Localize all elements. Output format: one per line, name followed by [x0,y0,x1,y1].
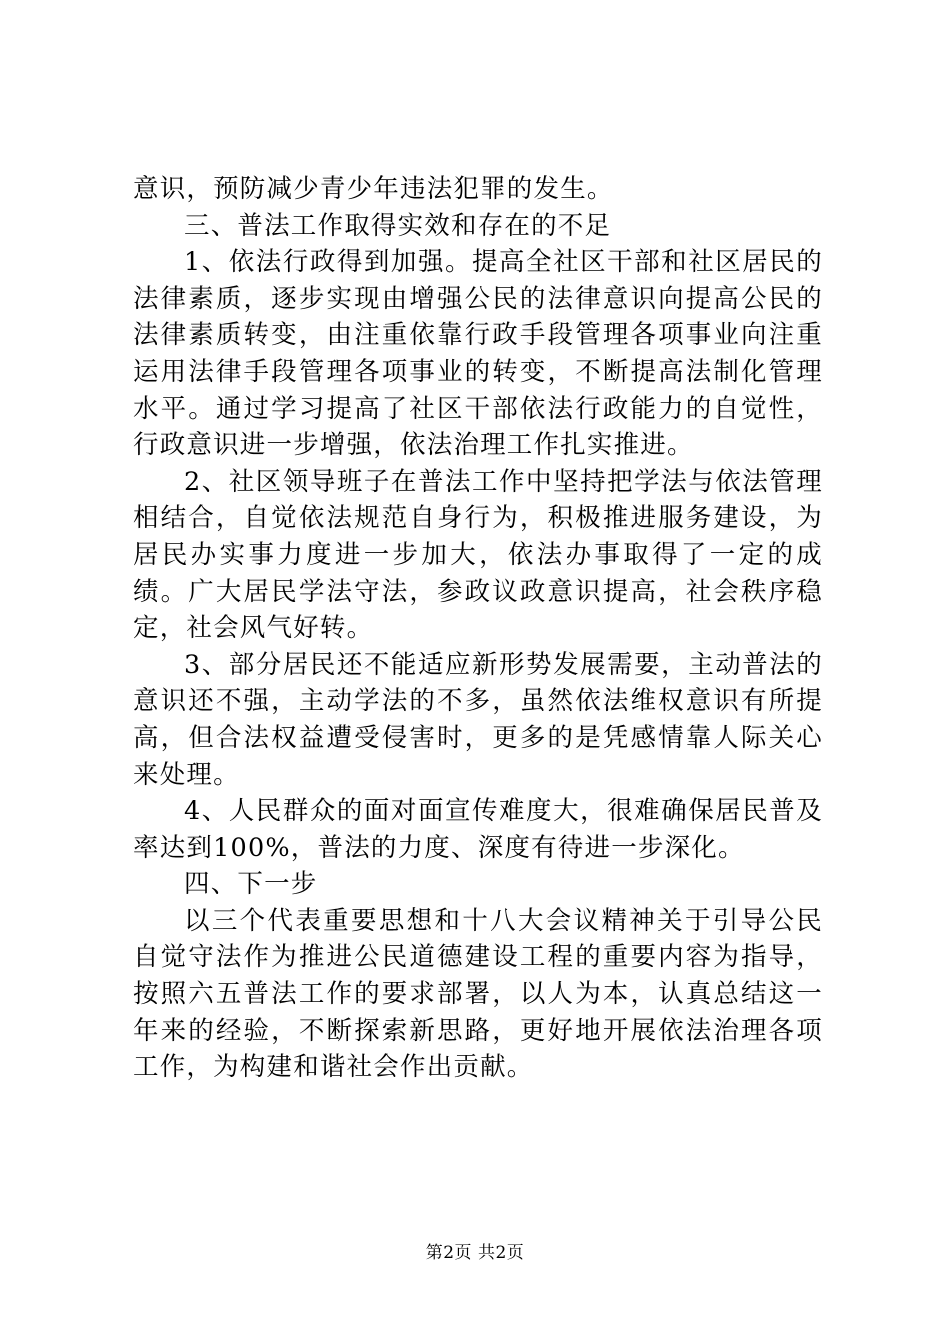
paragraph-item-4: 4、人民群众的面对面宣传难度大，很难确保居民普及率达到100%，普法的力度、深度有待进一步深化。 [133,796,823,863]
paragraph-next-steps: 以三个代表重要思想和十八大会议精神关于引导公民自觉守法作为推进公民道德建设工程的重要内容为指导，按照六五普法工作的要求部署，以人为本，认真总结这一年来的经验，不断探索新思路，更好地开展依法治理各项工作，为构建和谐社会作出贡献。 [133,905,823,1083]
paragraph-item-1: 1、依法行政得到加强。提高全社区干部和社区居民的法律素质，逐步实现由增强公民的法律意识向提高公民的法律素质转变，由注重依靠行政手段管理各项事业向注重运用法律手段管理各项事业的转变，不断提高法制化管理水平。通过学习提高了社区干部依法行政能力的自觉性，行政意识进一步增强，依法治理工作扎实推进。 [133,247,823,461]
paragraph-item-3: 3、部分居民还不能适应新形势发展需要，主动普法的意识还不强，主动学法的不多，虽然依法维权意识有所提高，但合法权益遭受侵害时，更多的是凭感情靠人际关心来处理。 [133,649,823,790]
section-heading-3: 三、普法工作取得实效和存在的不足 [184,210,612,241]
section-heading-4: 四、下一步 [184,869,318,900]
document-body [133,171,823,1086]
paragraph-item-2: 2、社区领导班子在普法工作中坚持把学法与依法管理相结合，自觉依法规范自身行为，积极推进服务建设，为居民办实事力度进一步加大，依法办事取得了一定的成绩。广大居民学法守法，参政议政意识提高，社会秩序稳定，社会风气好转。 [133,466,823,644]
paragraph-continuation: 意识，预防减少青少年违法犯罪的发生。 [133,174,614,204]
page-number-footer: 第2页 共2页 [425,1243,525,1263]
